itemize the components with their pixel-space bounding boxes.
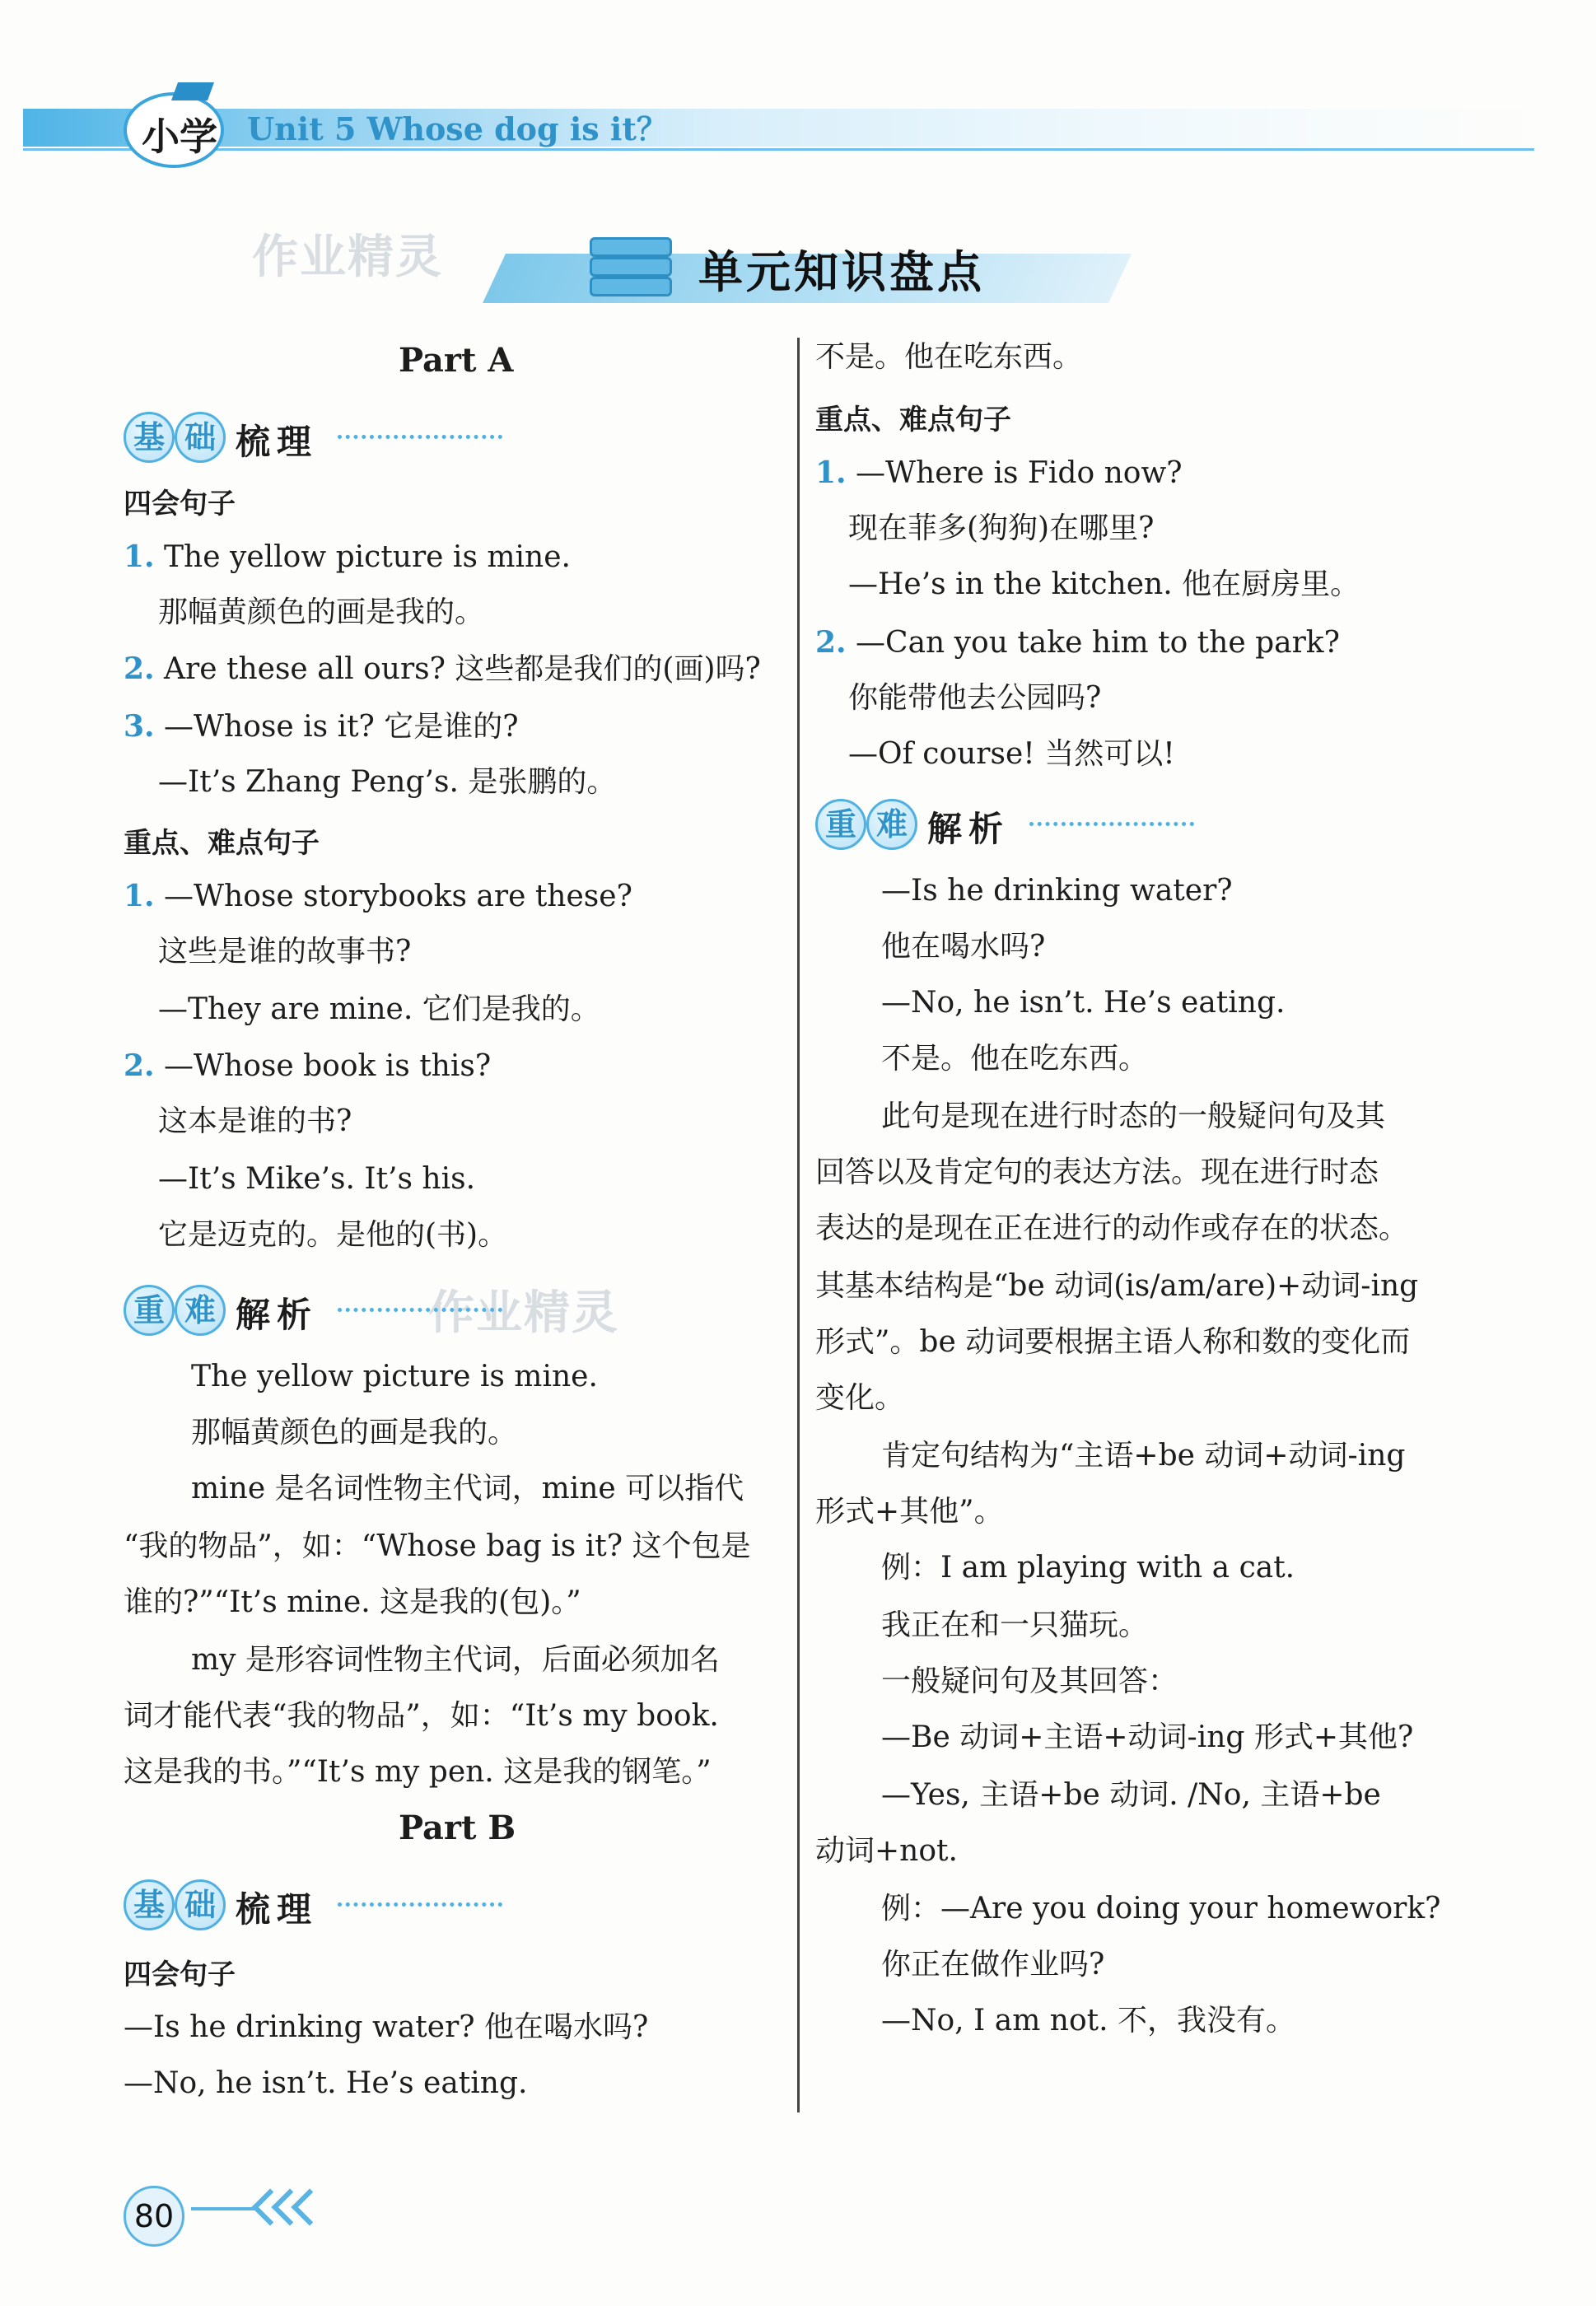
text-line: 不是。他在吃东西。 [815, 340, 1083, 374]
text-line: 2. —Whose book is this? [124, 1048, 492, 1083]
text-line: —It’s Mike’s. It’s his. [158, 1162, 476, 1196]
text-line: 我正在和一只猫玩。 [881, 1608, 1149, 1642]
section-analysis [815, 799, 1194, 852]
text-line: 3. —Whose is it? 它是谁的? [124, 709, 519, 744]
section-title: 梳理 [236, 1889, 319, 1930]
text-line: 变化。 [815, 1381, 905, 1415]
text-line: —They are mine. 它们是我的。 [158, 992, 600, 1026]
section-title: 梳理 [236, 422, 319, 462]
text-line: 例：—Are you doing your homework? [881, 1892, 1441, 1926]
subheading: 四会句子 [124, 488, 236, 520]
banner-title: 单元知识盘点 [698, 246, 985, 298]
text-line: The yellow picture is mine. [191, 1360, 598, 1393]
text-line: 1. —Whose storybooks are these? [124, 879, 632, 913]
subheading: 重点、难点句子 [815, 404, 1011, 436]
text-line: 1. —Where is Fido now? [815, 455, 1183, 490]
section-title: 解析 [927, 809, 1010, 849]
section-circle: 重 [815, 799, 866, 850]
section-circle: 重 [124, 1285, 175, 1336]
text-line: 这些是谁的故事书? [158, 935, 412, 969]
text-line: —He’s in the kitchen. 他在厨房里。 [848, 567, 1360, 601]
section-circle: 础 [175, 1879, 226, 1930]
text-line: —Is he drinking water? 他在喝水吗? [124, 2010, 649, 2044]
text-line: —It’s Zhang Peng’s. 是张鹏的。 [158, 765, 617, 799]
text-line: mine 是名词性物主代词，mine 可以指代 [191, 1472, 744, 1505]
school-logo [124, 92, 224, 168]
text-line: 谁的?”“It’s mine. 这是我的(包)。” [124, 1585, 581, 1619]
dotted-line [338, 1308, 502, 1312]
text-line: 2. Are these all ours? 这些都是我们的(画)吗? [124, 651, 761, 686]
graduation-cap-icon [171, 82, 214, 100]
text-line: 这是我的书。”“It’s my pen. 这是我的钢笔。” [124, 1755, 712, 1789]
books-icon [590, 232, 672, 301]
text-line: 例：I am playing with a cat. [881, 1551, 1295, 1585]
text-line: 形式+其他”。 [815, 1495, 1004, 1529]
text-line: 这本是谁的书? [158, 1104, 352, 1138]
text-line: 现在菲多(狗狗)在哪里? [848, 511, 1155, 545]
part-b-heading: Part B [399, 1809, 516, 1847]
text-line: 肯定句结构为“主语+be 动词+动词-ing [881, 1439, 1406, 1473]
watermark: 作业精灵 [252, 231, 443, 284]
text-line: 其基本结构是“be 动词(is/am/are)+动词-ing [815, 1269, 1419, 1303]
watermark: 作业精灵 [428, 1286, 619, 1340]
arrow-line-icon [191, 2207, 257, 2210]
part-a-heading: Part A [399, 341, 514, 380]
dotted-line [338, 1902, 502, 1907]
text-line: —No, he isn’t. He’s eating. [124, 2066, 528, 2100]
subheading: 四会句子 [124, 1958, 236, 1991]
section-circle: 础 [175, 412, 226, 463]
chevron-left-icon [291, 2188, 328, 2225]
dotted-line [338, 435, 502, 439]
section-circle: 基 [124, 1879, 175, 1930]
column-divider [797, 338, 800, 2112]
text-line: 不是。他在吃东西。 [881, 1042, 1149, 1076]
text-line: 表达的是现在正在进行的动作或存在的状态。 [815, 1211, 1409, 1245]
text-line: —Of course! 当然可以! [848, 737, 1175, 771]
section-basics [124, 1879, 502, 1932]
section-basics [124, 412, 502, 464]
text-line: 一般疑问句及其回答： [881, 1664, 1178, 1698]
text-line: 词才能代表“我的物品”，如：“It’s my book. [124, 1699, 719, 1733]
dotted-line [1029, 822, 1194, 826]
text-line: —Yes, 主语+be 动词. /No, 主语+be [881, 1778, 1381, 1812]
section-circle: 难 [866, 799, 917, 850]
section-analysis [124, 1285, 502, 1337]
text-line: 形式”。be 动词要根据主语人称和数的变化而 [815, 1325, 1411, 1359]
text-line: 1. The yellow picture is mine. [124, 539, 571, 574]
text-line: my 是形容词性物主代词，后面必须加名 [191, 1643, 720, 1677]
text-line: 你能带他去公园吗? [848, 681, 1102, 715]
section-circle: 基 [124, 412, 175, 463]
text-line: “我的物品”，如：“Whose bag is it? 这个包是 [124, 1529, 751, 1563]
text-line: 你正在做作业吗? [881, 1948, 1105, 1982]
section-title: 解析 [236, 1295, 319, 1335]
unit-title: Unit 5 Whose dog is it？ [247, 110, 668, 147]
text-line: 他在喝水吗? [881, 930, 1046, 964]
text-line: 那幅黄颜色的画是我的。 [191, 1416, 518, 1449]
text-line: 2. —Can you take him to the park? [815, 625, 1340, 660]
subheading: 重点、难点句子 [124, 827, 320, 860]
text-line: 动词+not. [815, 1834, 958, 1868]
text-line: 此句是现在进行时态的一般疑问句及其 [881, 1099, 1386, 1133]
text-line: —No, he isn’t. He’s eating. [881, 986, 1286, 1020]
text-line: 它是迈克的。是他的(书)。 [158, 1218, 508, 1252]
text-line: —Be 动词+主语+动词-ing 形式+其他? [881, 1720, 1414, 1754]
section-circle: 难 [175, 1285, 226, 1336]
logo-text: 小学 [142, 114, 217, 159]
text-line: —No, I am not. 不，我没有。 [881, 2004, 1295, 2038]
text-line: —Is he drinking water? [881, 874, 1233, 908]
text-line: 那幅黄颜色的画是我的。 [158, 595, 485, 629]
page-number: 80 [124, 2186, 184, 2247]
text-line: 回答以及肯定句的表达方法。现在进行时态 [815, 1155, 1379, 1189]
